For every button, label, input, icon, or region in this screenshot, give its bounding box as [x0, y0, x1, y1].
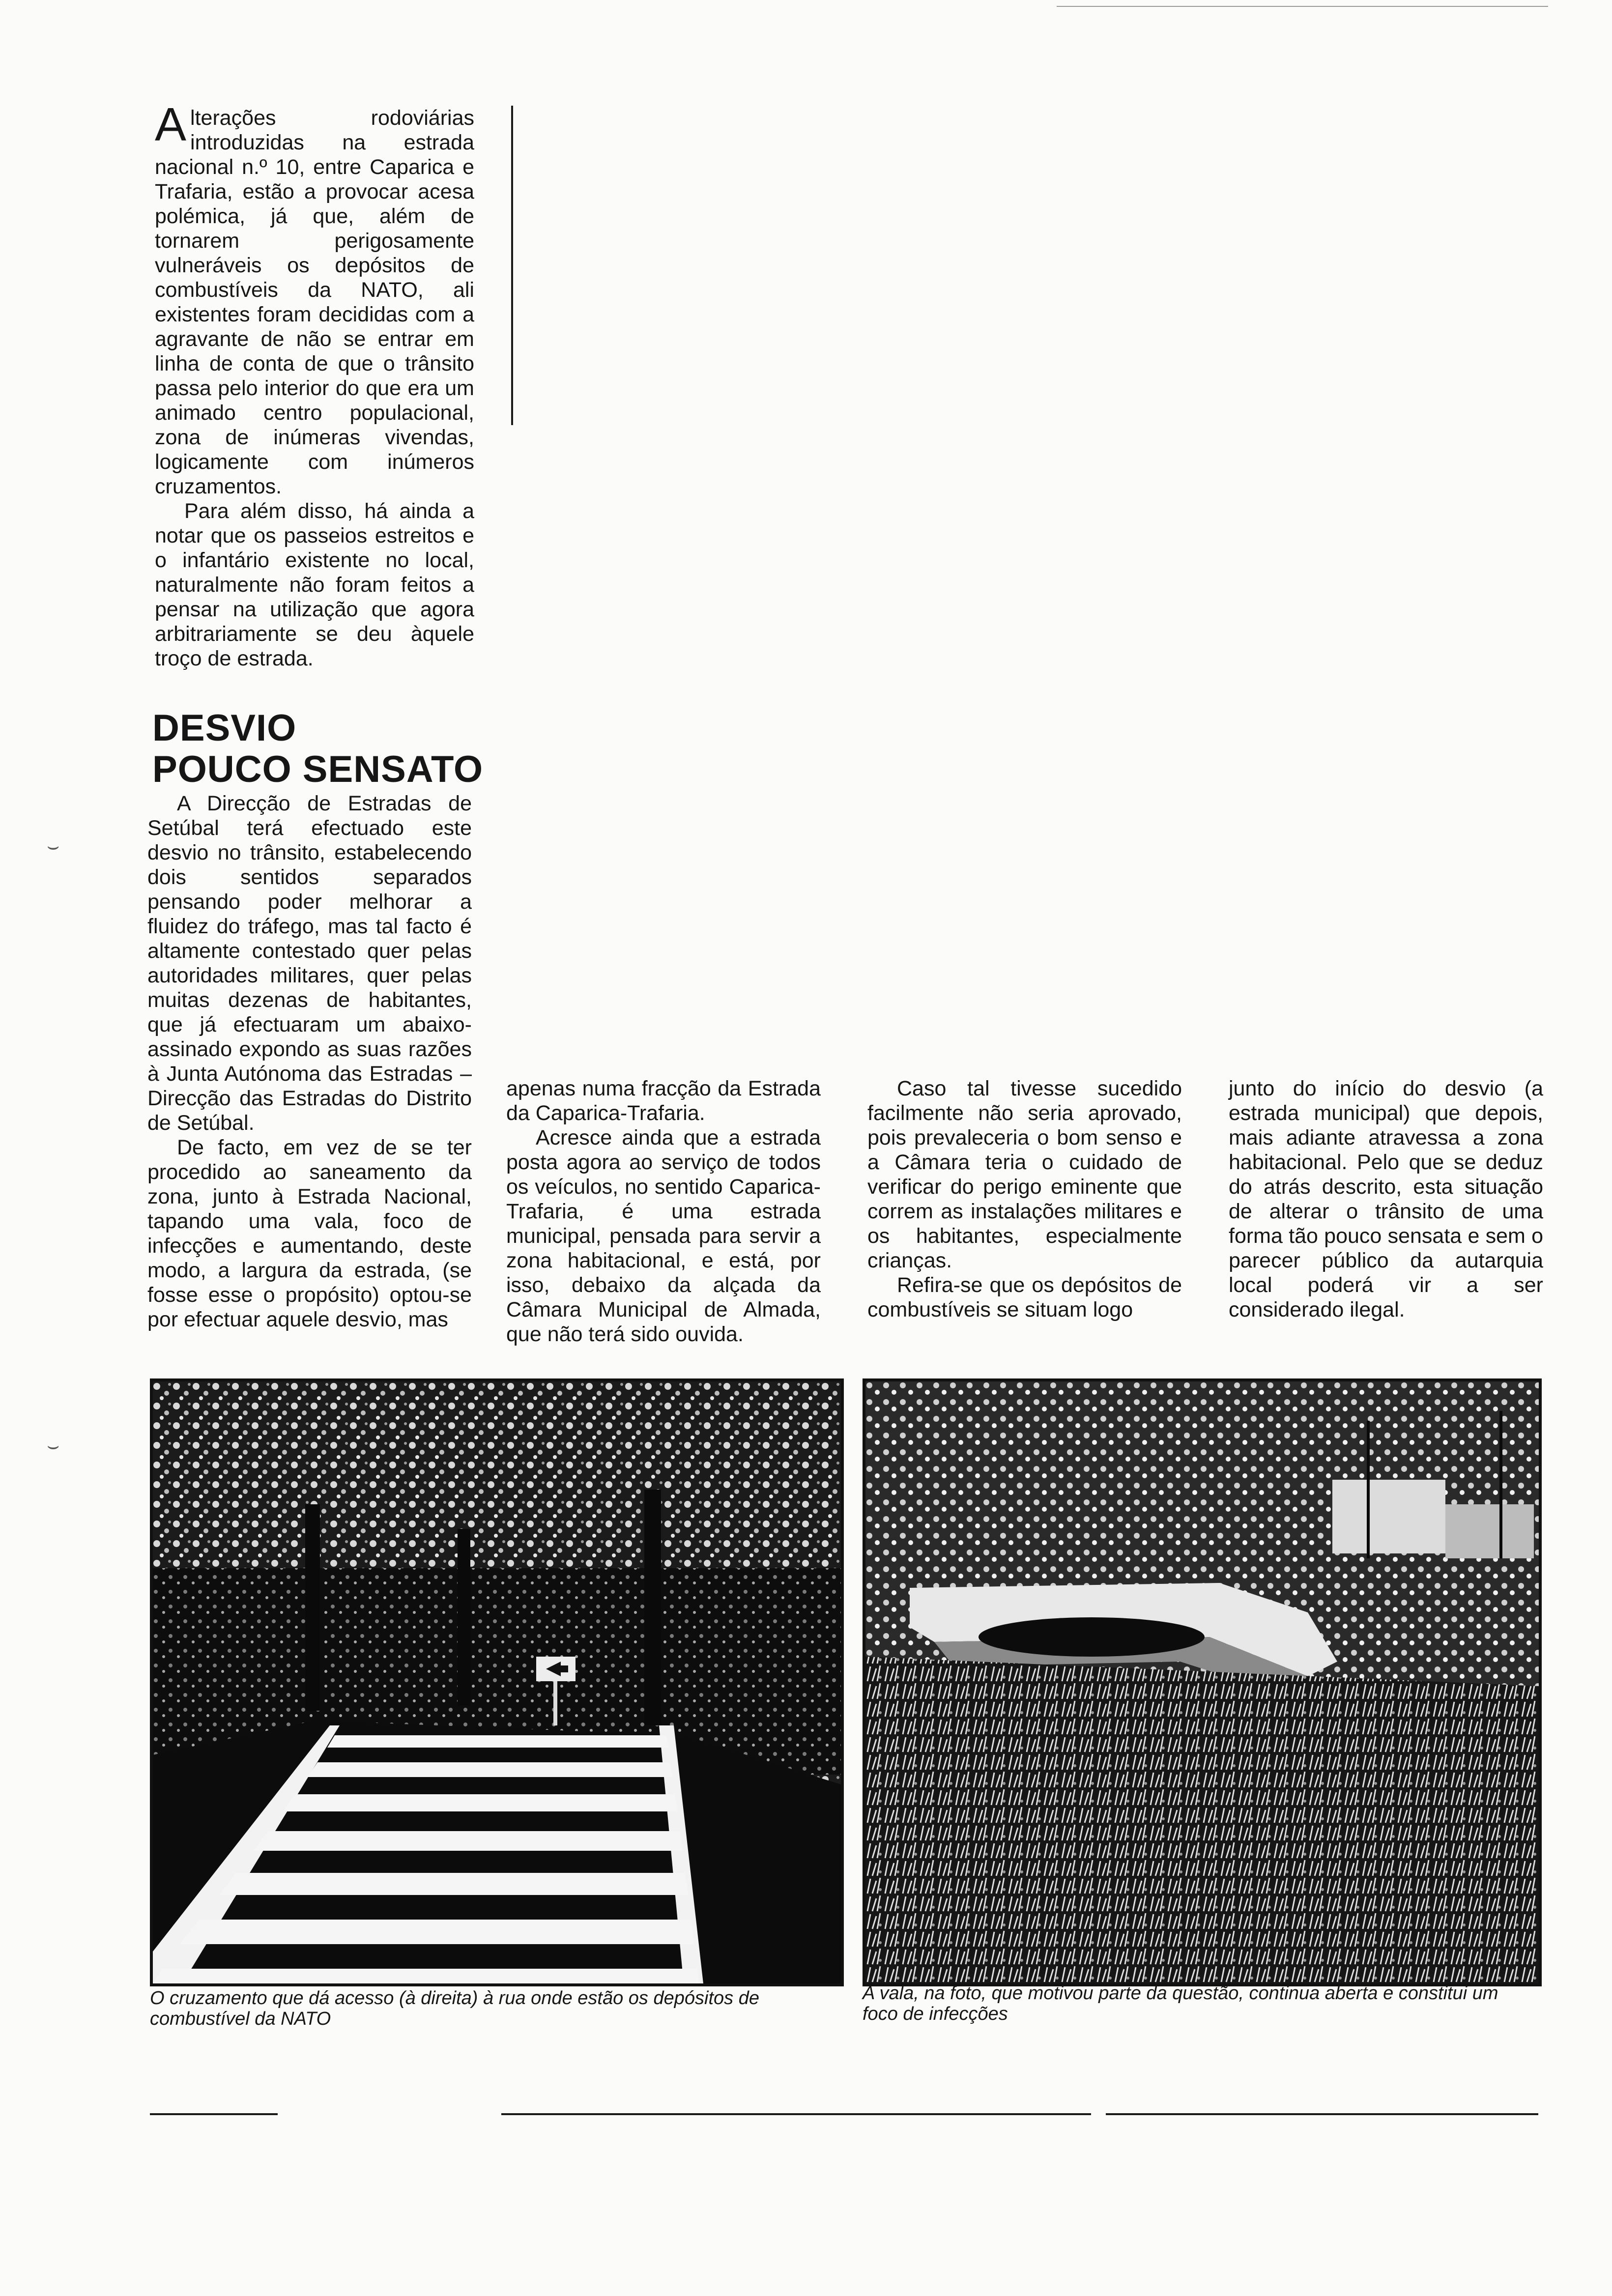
ditch-photo	[863, 1378, 1542, 1986]
col2-paragraph-2: Acresce ainda que a estrada posta agora ao serviço de todos os veículos, no sentido Caparica-Trafaria, é uma estrada municipal, pensada para servir a zona habitacional, e está, por isso, debaixo da alçada da Câmara Municipal de Almada, que não terá sido ouvida.	[506, 1126, 821, 1346]
col3-paragraph-1: Caso tal tivesse sucedido facilmente não seria aprovado, pois prevaleceria o bom senso e a Câmara teria o cuidado de verificar do perigo eminente que correm as instalações militares e os habitantes, especialmente crianças.	[867, 1077, 1182, 1272]
subheadline	[152, 708, 496, 790]
crossing-photo-image	[153, 1381, 841, 1983]
scan-mark: ⌣	[47, 1435, 60, 1457]
subheadline-line-2: POUCO SENSATO	[152, 748, 484, 790]
paragraph-2: Para além disso, há ainda a notar que os passeios estreitos e o infantário existente no local, naturalmente não foram feitos a pensar na utilização que agora arbitrariamente se deu àquele troço de estrada.	[155, 499, 474, 670]
article-column-2	[506, 1076, 821, 1347]
article-column-1	[155, 98, 474, 671]
right-photo-caption: A vala, na foto, que motivou parte da questão, continua aberta e constitui um foco de infecções	[863, 1983, 1498, 2024]
col3-paragraph-2: Refira-se que os depósitos de combustíveis se situam logo	[867, 1273, 1182, 1321]
header-rule	[1057, 6, 1548, 7]
col2-paragraph-1: apenas numa fracção da Estrada da Caparica-Trafaria.	[506, 1077, 821, 1125]
footer-rule-2	[501, 2113, 1091, 2115]
subheadline-line-1: DESVIO	[152, 707, 297, 749]
footer-rule-1	[150, 2113, 278, 2115]
ditch-photo-image	[865, 1381, 1539, 1983]
drop-cap: A	[155, 98, 187, 151]
column-rule	[511, 106, 513, 425]
paragraph-3: A Direcção de Estradas de Setúbal terá efectuado este desvio no trânsito, estabelecendo dois sentidos separados pensando poder melhorar a fluidez do tráfego, mas tal facto é altamente contestado quer pelas autoridades militares, quer pelas muitas dezenas de habitantes, que já efectuaram um abaixo-assinado expondo as suas razões à Junta Autónoma das Estradas – Direcção das Estradas do Distrito de Setúbal.	[147, 792, 472, 1135]
paragraph-4: De facto, em vez de se ter procedido ao saneamento da zona, junto à Estrada Nacional, tapando uma vala, foco de infecções e aumentando, deste modo, a largura da estrada, (se fosse esse o propósito) optou-se por efectuar aquele desvio, mas	[147, 1136, 472, 1331]
left-photo-caption: O cruzamento que dá acesso (à direita) à rua onde estão os depósitos de combustível da NATO	[150, 1988, 759, 2029]
col4-paragraph-1: junto do início do desvio (a estrada municipal) que depois, mais adiante atravessa a zona habitacional. Pelo que se deduz do atrás descrito, esta situação de alterar o trânsito de uma forma tão pouco sensata e sem o parecer público da autarquia local poderá vir a ser considerado ilegal.	[1229, 1077, 1543, 1321]
scan-mark: ⌣	[47, 835, 60, 857]
article-column-4	[1229, 1076, 1543, 1322]
article-column-1-continued	[147, 791, 472, 1332]
lede-paragraph: Alterações rodoviárias introduzidas na estrada nacional n.º 10, entre Caparica e Trafaria, estão a provocar acesa polémica, já que, além de tornarem perigosamente vulneráveis os depósitos de combustíveis da NATO, ali existentes foram decididas com a agravante de não se entrar em linha de conta de que o trânsito passa pelo interior do que era um animado centro populacional, zona de inúmeras vivendas, logicamente com inúmeros cruzamentos.	[155, 98, 474, 498]
article-column-3	[867, 1076, 1182, 1322]
footer-rule-3	[1106, 2113, 1538, 2115]
crossing-photo	[150, 1378, 844, 1986]
